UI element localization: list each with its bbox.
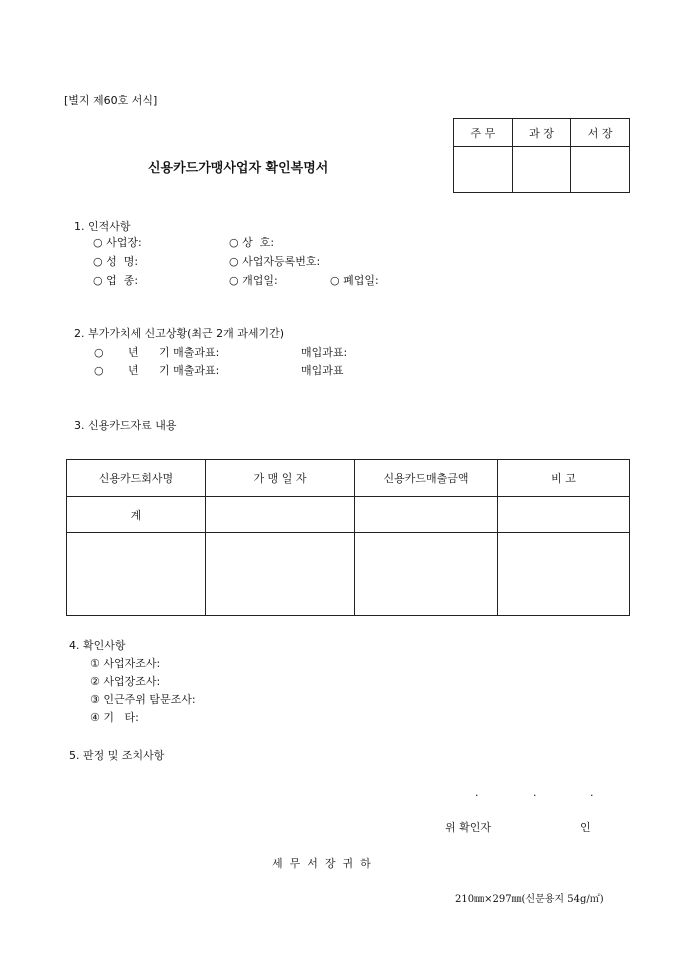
field-trade-name: ○ 상 호: (229, 236, 275, 249)
section1-heading: 1. 인적사항 (74, 220, 131, 233)
check-item: ③ 인근주위 탐문조사: (90, 693, 196, 706)
table-cell[interactable] (355, 497, 498, 533)
date-day-dot: . (590, 786, 594, 799)
table-cell[interactable] (498, 497, 630, 533)
sales-label: 기 매출과표: (159, 364, 220, 377)
section3-heading: 3. 신용카드자료 내용 (74, 419, 177, 432)
paper-spec: 210㎜×297㎜(신문용지 54g/㎡) (455, 894, 604, 905)
date-month-dot: . (533, 786, 537, 799)
addressee: 세 무 서 장 귀 하 (272, 857, 371, 870)
table-cell[interactable] (206, 497, 355, 533)
seal-label: 인 (580, 821, 591, 834)
bullet: ○ (94, 364, 104, 377)
column-header: 비 고 (498, 460, 630, 497)
page-title: 신용카드가맹사업자 확인복명서 (148, 161, 329, 176)
section5-heading: 5. 판정 및 조치사항 (69, 749, 165, 762)
bullet: ○ (94, 346, 104, 359)
confirmer-label: 위 확인자 (445, 821, 492, 834)
field-business-type: ○ 업 종: (93, 274, 139, 287)
check-item: ④ 기 타: (90, 711, 139, 724)
year-label: 년 (128, 364, 139, 377)
table-cell[interactable] (206, 533, 355, 616)
date-year-dot: . (475, 786, 479, 799)
field-name: ○ 성 명: (93, 255, 139, 268)
approval-sign-cell[interactable] (512, 147, 571, 193)
check-item: ② 사업장조사: (90, 675, 161, 688)
sales-label: 기 매출과표: (159, 346, 220, 359)
field-close-date: ○ 폐업일: (330, 274, 379, 287)
table-cell[interactable] (498, 533, 630, 616)
column-header: 신용카드매출금액 (355, 460, 498, 497)
field-open-date: ○ 개업일: (229, 274, 278, 287)
check-item: ① 사업자조사: (90, 657, 161, 670)
approval-header: 주 무 (454, 119, 513, 147)
form-number: [별지 제60호 서식] (64, 94, 158, 107)
total-label: 계 (67, 497, 206, 533)
approval-table (453, 118, 630, 193)
purchase-label: 매입과표 (301, 364, 344, 377)
column-header: 신용카드회사명 (67, 460, 206, 497)
card-data-table (66, 459, 630, 616)
approval-header: 과 장 (512, 119, 571, 147)
approval-header: 서 장 (571, 119, 630, 147)
approval-sign-cell[interactable] (454, 147, 513, 193)
field-registration-number: ○ 사업자등록번호: (229, 255, 321, 268)
field-business-place: ○ 사업장: (93, 236, 142, 249)
approval-sign-cell[interactable] (571, 147, 630, 193)
purchase-label: 매입과표: (301, 346, 348, 359)
table-cell[interactable] (355, 533, 498, 616)
year-label: 년 (128, 346, 139, 359)
section2-heading: 2. 부가가치세 신고상황(최근 2개 과세기간) (74, 327, 285, 340)
column-header: 가 맹 일 자 (206, 460, 355, 497)
table-cell[interactable] (67, 533, 206, 616)
section4-heading: 4. 확인사항 (69, 639, 126, 652)
